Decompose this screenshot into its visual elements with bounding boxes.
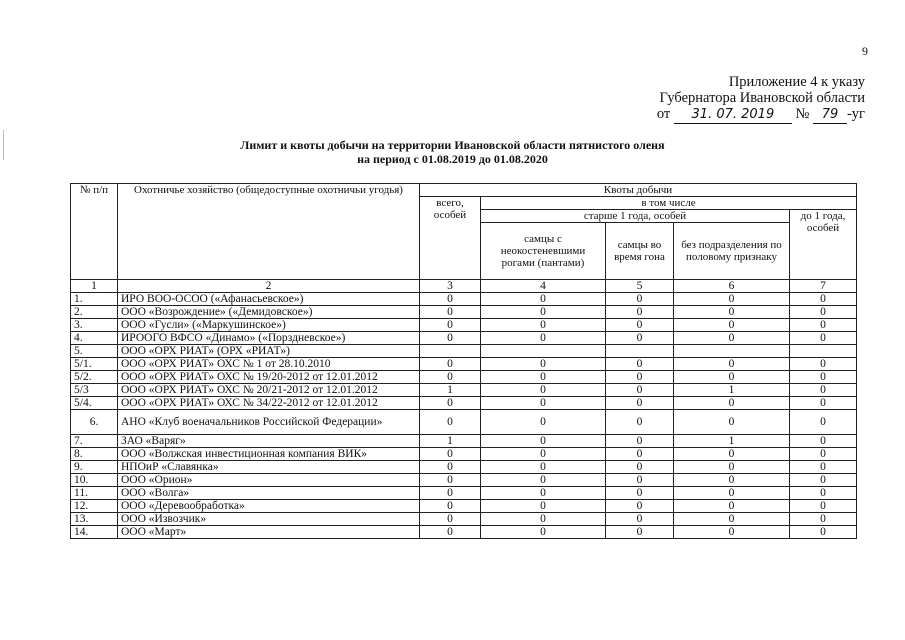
row-under-one: 0 [790, 448, 857, 461]
table-row [71, 500, 857, 513]
row-under-one: 0 [790, 332, 857, 345]
row-total: 0 [420, 319, 481, 332]
row-number: 5. [71, 345, 118, 358]
row-total: 0 [420, 461, 481, 474]
table-row [71, 384, 857, 397]
row-total: 0 [420, 358, 481, 371]
row-under-one: 0 [790, 371, 857, 384]
row-no-sex: 0 [674, 448, 790, 461]
row-males-rut: 0 [606, 332, 674, 345]
row-no-sex: 1 [674, 435, 790, 448]
row-males-antlers: 0 [481, 358, 606, 371]
row-entity: ИРО ВОО-ОСОО («Афанасьевское») [118, 293, 420, 306]
appendix-line-1: Приложение 4 к указу [728, 74, 865, 90]
row-males-antlers: 0 [481, 293, 606, 306]
row-no-sex: 0 [674, 306, 790, 319]
from-label: от [656, 106, 671, 122]
table-row [71, 487, 857, 500]
row-number: 13. [71, 513, 118, 526]
table-row [71, 306, 857, 319]
row-males-rut: 0 [606, 526, 674, 539]
row-no-sex: 0 [674, 319, 790, 332]
row-males-rut [606, 345, 674, 358]
table-row [71, 293, 857, 306]
decree-suffix: -уг [846, 106, 865, 122]
row-entity: ООО «Извозчик» [118, 513, 420, 526]
table-row [71, 371, 857, 384]
row-under-one: 0 [790, 474, 857, 487]
row-under-one: 0 [790, 319, 857, 332]
row-number: 12. [71, 500, 118, 513]
row-number: 14. [71, 526, 118, 539]
row-no-sex [674, 345, 790, 358]
row-number: 5/1. [71, 358, 118, 371]
row-total: 0 [420, 500, 481, 513]
row-number: 10. [71, 474, 118, 487]
header-total: всего, особей [420, 197, 481, 280]
header-under: до 1 года, особей [790, 210, 857, 280]
row-males-rut: 0 [606, 474, 674, 487]
table-row [71, 526, 857, 539]
row-no-sex: 0 [674, 474, 790, 487]
row-under-one: 0 [790, 410, 857, 435]
number-label: № [795, 106, 810, 122]
row-no-sex: 1 [674, 384, 790, 397]
row-under-one: 0 [790, 500, 857, 513]
row-number: 7. [71, 435, 118, 448]
row-males-rut: 0 [606, 435, 674, 448]
row-under-one: 0 [790, 397, 857, 410]
row-no-sex: 0 [674, 487, 790, 500]
header-older: старше 1 года, особей [481, 210, 790, 223]
row-total: 0 [420, 332, 481, 345]
row-number: 1. [71, 293, 118, 306]
row-total: 0 [420, 526, 481, 539]
header-entity: Охотничье хозяйство (общедоступные охотничьи угодья) [118, 184, 420, 280]
table-row [71, 513, 857, 526]
row-no-sex: 0 [674, 461, 790, 474]
row-males-rut: 0 [606, 513, 674, 526]
row-entity: АНО «Клуб военачальников Российской Федерации» [118, 410, 420, 435]
table-row [71, 461, 857, 474]
title-line-2: на период с 01.08.2019 до 01.08.2020 [357, 152, 548, 166]
column-number: 2 [118, 280, 420, 293]
row-no-sex: 0 [674, 513, 790, 526]
appendix-line-2: Губернатора Ивановской области [659, 90, 865, 106]
row-males-antlers: 0 [481, 306, 606, 319]
row-males-antlers: 0 [481, 397, 606, 410]
row-under-one: 0 [790, 461, 857, 474]
header-males-rut: самцы во время гона [606, 223, 674, 280]
row-no-sex: 0 [674, 500, 790, 513]
header-including: в том числе [481, 197, 857, 210]
header-quotas: Квоты добычи [420, 184, 857, 197]
table-row [71, 358, 857, 371]
row-total: 0 [420, 448, 481, 461]
table-row [71, 319, 857, 332]
row-males-rut: 0 [606, 487, 674, 500]
row-entity: НПОиР «Славянка» [118, 461, 420, 474]
row-under-one: 0 [790, 384, 857, 397]
row-entity: ООО «Гусли» («Маркушинское») [118, 319, 420, 332]
row-under-one: 0 [790, 293, 857, 306]
row-males-antlers: 0 [481, 487, 606, 500]
row-males-antlers: 0 [481, 474, 606, 487]
row-under-one: 0 [790, 513, 857, 526]
row-entity: ООО «ОРХ РИАТ» (ОРХ «РИАТ») [118, 345, 420, 358]
decree-number: 79 [813, 107, 847, 124]
row-males-rut: 0 [606, 371, 674, 384]
row-total: 0 [420, 474, 481, 487]
row-under-one: 0 [790, 487, 857, 500]
table-row [71, 332, 857, 345]
row-entity: ЗАО «Варяг» [118, 435, 420, 448]
table-row [71, 474, 857, 487]
row-males-rut: 0 [606, 500, 674, 513]
row-males-rut: 0 [606, 306, 674, 319]
row-males-antlers: 0 [481, 371, 606, 384]
row-number: 2. [71, 306, 118, 319]
row-males-antlers: 0 [481, 526, 606, 539]
row-total: 0 [420, 410, 481, 435]
row-entity: ООО «ОРХ РИАТ» ОХС № 20/21-2012 от 12.01.2012 [118, 384, 420, 397]
row-number: 4. [71, 332, 118, 345]
row-males-rut: 0 [606, 397, 674, 410]
column-number: 5 [606, 280, 674, 293]
row-males-antlers: 0 [481, 461, 606, 474]
row-no-sex: 0 [674, 410, 790, 435]
row-males-rut: 0 [606, 319, 674, 332]
row-total: 0 [420, 293, 481, 306]
row-males-antlers: 0 [481, 384, 606, 397]
row-entity: ООО «Март» [118, 526, 420, 539]
page-number: 9 [862, 44, 868, 58]
row-no-sex: 0 [674, 332, 790, 345]
row-males-antlers [481, 345, 606, 358]
row-no-sex: 0 [674, 358, 790, 371]
table-row [71, 435, 857, 448]
row-number: 5/4. [71, 397, 118, 410]
title-line-1: Лимит и квоты добычи на территории Ивановской области пятнистого оленя [240, 138, 665, 152]
quota-table [70, 183, 857, 539]
row-no-sex: 0 [674, 526, 790, 539]
row-males-rut: 0 [606, 461, 674, 474]
row-no-sex: 0 [674, 371, 790, 384]
column-number: 7 [790, 280, 857, 293]
row-total: 0 [420, 513, 481, 526]
row-under-one: 0 [790, 526, 857, 539]
row-entity: ООО «Волжская инвестиционная компания ВИК» [118, 448, 420, 461]
row-under-one: 0 [790, 306, 857, 319]
row-total: 1 [420, 384, 481, 397]
row-males-antlers: 0 [481, 435, 606, 448]
row-males-antlers: 0 [481, 410, 606, 435]
row-entity: ООО «Деревообработка» [118, 500, 420, 513]
row-entity: ИРООГО ВФСО «Динамо» («Порздневское») [118, 332, 420, 345]
table-row [71, 345, 857, 358]
column-number: 1 [71, 280, 118, 293]
decree-date: 31. 07. 2019 [674, 107, 792, 124]
row-under-one: 0 [790, 358, 857, 371]
row-total: 0 [420, 397, 481, 410]
row-total [420, 345, 481, 358]
row-number: 6. [71, 410, 118, 435]
row-number: 5/2. [71, 371, 118, 384]
appendix-header [657, 74, 865, 124]
row-number: 9. [71, 461, 118, 474]
column-number: 6 [674, 280, 790, 293]
header-males-antlers: самцы с неокостеневшими рогами (пантами) [481, 223, 606, 280]
row-males-antlers: 0 [481, 500, 606, 513]
row-males-antlers: 0 [481, 448, 606, 461]
row-no-sex: 0 [674, 293, 790, 306]
row-males-antlers: 0 [481, 513, 606, 526]
row-entity: ООО «ОРХ РИАТ» ОХС № 19/20-2012 от 12.01.2012 [118, 371, 420, 384]
column-number: 3 [420, 280, 481, 293]
row-no-sex: 0 [674, 397, 790, 410]
header-num: № п/п [71, 184, 118, 280]
row-number: 8. [71, 448, 118, 461]
row-total: 1 [420, 435, 481, 448]
row-number: 5/3 [71, 384, 118, 397]
row-males-rut: 0 [606, 293, 674, 306]
row-entity: ООО «Орион» [118, 474, 420, 487]
column-number: 4 [481, 280, 606, 293]
column-number-row [71, 280, 857, 293]
table-row [71, 448, 857, 461]
document-title [0, 138, 905, 166]
row-entity: ООО «ОРХ РИАТ» ОХС № 1 от 28.10.2010 [118, 358, 420, 371]
row-males-rut: 0 [606, 358, 674, 371]
row-under-one: 0 [790, 435, 857, 448]
row-total: 0 [420, 306, 481, 319]
row-males-antlers: 0 [481, 332, 606, 345]
row-number: 11. [71, 487, 118, 500]
row-entity: ООО «Возрождение» («Демидовское») [118, 306, 420, 319]
row-entity: ООО «ОРХ РИАТ» ОХС № 34/22-2012 от 12.01.2012 [118, 397, 420, 410]
appendix-signature-line [657, 106, 865, 124]
row-number: 3. [71, 319, 118, 332]
table-row [71, 410, 857, 435]
header-no-sex: без подразделения по половому признаку [674, 223, 790, 280]
row-total: 0 [420, 487, 481, 500]
row-males-rut: 0 [606, 448, 674, 461]
row-entity: ООО «Волга» [118, 487, 420, 500]
row-males-rut: 0 [606, 384, 674, 397]
row-total: 0 [420, 371, 481, 384]
row-under-one [790, 345, 857, 358]
row-males-antlers: 0 [481, 319, 606, 332]
table-row [71, 397, 857, 410]
row-males-rut: 0 [606, 410, 674, 435]
